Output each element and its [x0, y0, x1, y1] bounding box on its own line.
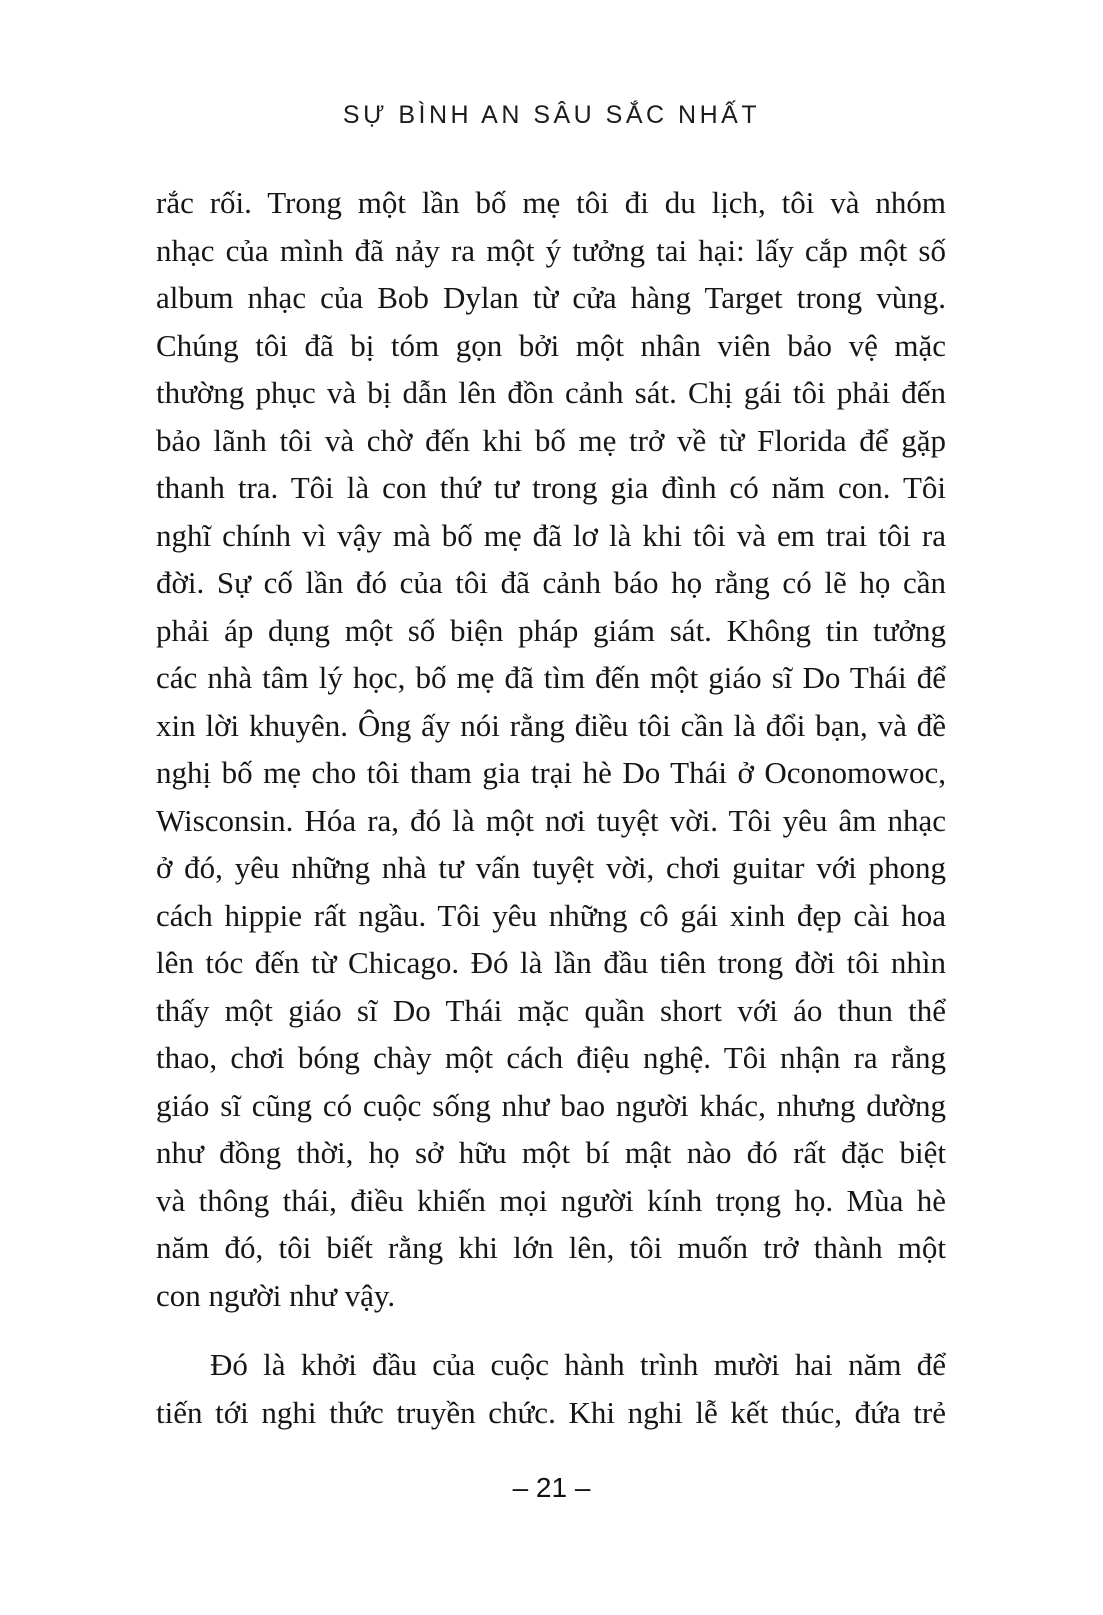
- text-line: Wisconsin. Hóa ra, đó là một nơi tuyệt vời. Tôi yêu âm nhạc: [156, 802, 946, 838]
- text-line: đời. Sự cố lần đó của tôi đã cảnh báo họ rằng có lẽ họ cần: [156, 565, 946, 600]
- paragraph: [156, 179, 946, 1319]
- text-line: nhạc của mình đã nảy ra một ý tưởng tai hại: lấy cắp một số: [156, 232, 946, 268]
- text-line: ở đó, yêu những nhà tư vấn tuyệt vời, chơi guitar với phong: [156, 850, 946, 885]
- text-line: năm đó, tôi biết rằng khi lớn lên, tôi muốn trở thành một: [156, 1230, 946, 1265]
- text-line: các nhà tâm lý học, bố mẹ đã tìm đến một giáo sĩ Do Thái để: [156, 660, 946, 695]
- text-line: thao, chơi bóng chày một cách điệu nghệ. Tôi nhận ra rằng: [156, 1040, 946, 1075]
- text-line: con người như vậy.: [156, 1277, 396, 1313]
- text-line: giáo sĩ cũng có cuộc sống như bao người khác, nhưng dường: [156, 1087, 946, 1123]
- text-line: và thông thái, điều khiến mọi người kính trọng họ. Mùa hè: [156, 1182, 946, 1218]
- text-line: album nhạc của Bob Dylan từ cửa hàng Target trong vùng.: [156, 280, 946, 315]
- text-line: tiến tới nghi thức truyền chức. Khi nghi lễ kết thúc, đứa trẻ: [156, 1394, 946, 1430]
- text-line: rắc rối. Trong một lần bố mẹ tôi đi du lịch, tôi và nhóm: [156, 185, 946, 220]
- text-line: phải áp dụng một số biện pháp giám sát. Không tin tưởng: [156, 612, 946, 648]
- paragraph: [156, 1341, 946, 1436]
- text-line: thấy một giáo sĩ Do Thái mặc quần short với áo thun thể: [156, 992, 946, 1028]
- text-line: thanh tra. Tôi là con thứ tư trong gia đình có năm con. Tôi: [156, 470, 946, 505]
- text-line: cách hippie rất ngầu. Tôi yêu những cô gái xinh đẹp cài hoa: [156, 897, 946, 933]
- body-text: [156, 179, 946, 1436]
- text-line: Đó là khởi đầu của cuộc hành trình mười hai năm để: [210, 1347, 946, 1382]
- text-line: Chúng tôi đã bị tóm gọn bởi một nhân viên bảo vệ mặc: [156, 327, 946, 363]
- text-line: xin lời khuyên. Ông ấy nói rằng điều tôi cần là đổi bạn, và đề: [156, 707, 946, 743]
- page-number: – 21 –: [512, 1472, 591, 1503]
- text-line: lên tóc đến từ Chicago. Đó là lần đầu tiên trong đời tôi nhìn: [156, 945, 946, 980]
- running-header: SỰ BÌNH AN SÂU SẮC NHẤT: [342, 101, 761, 129]
- text-line: nghĩ chính vì vậy mà bố mẹ đã lơ là khi tôi và em trai tôi ra: [156, 517, 946, 553]
- text-line: như đồng thời, họ sở hữu một bí mật nào đó rất đặc biệt: [156, 1135, 946, 1170]
- text-line: nghị bố mẹ cho tôi tham gia trại hè Do Thái ở Oconomowoc,: [156, 755, 946, 790]
- text-line: bảo lãnh tôi và chờ đến khi bố mẹ trở về từ Florida để gặp: [156, 422, 946, 458]
- text-line: thường phục và bị dẫn lên đồn cảnh sát. Chị gái tôi phải đến: [156, 375, 946, 410]
